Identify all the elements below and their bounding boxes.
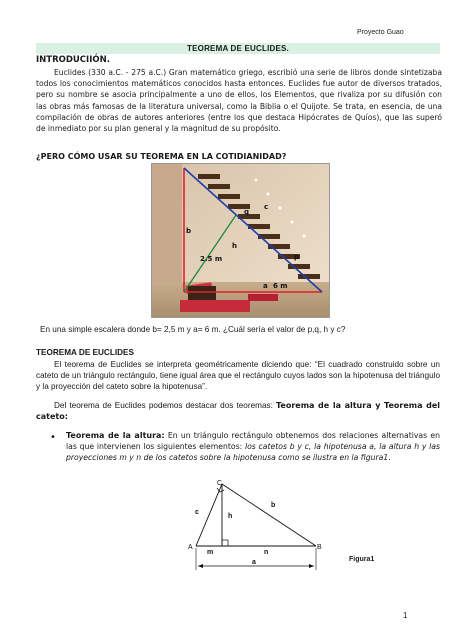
photo-label-h: h bbox=[232, 242, 237, 250]
photo-label-a-value: 6 m bbox=[273, 282, 288, 290]
vertex-a-label: A bbox=[188, 544, 193, 551]
photo-label-c: c bbox=[264, 203, 269, 211]
photo-label-q: q bbox=[244, 208, 250, 216]
vertex-c-label: C bbox=[217, 480, 223, 487]
two-theorems-bold: Teorema de la altura y Teorema del cateto: bbox=[36, 401, 440, 421]
figure-caption: Figura1 bbox=[349, 556, 375, 563]
page-title: TEOREMA DE EUCLIDES. bbox=[187, 44, 289, 53]
altura-end: . bbox=[388, 453, 391, 462]
theorem-heading: TEOREMA DE EUCLIDES bbox=[36, 348, 134, 357]
photo-label-p: p bbox=[294, 253, 300, 261]
photo-label-b-value: 2.5 m bbox=[200, 255, 223, 263]
figure-1-diagram bbox=[176, 478, 336, 576]
daily-heading: ¿PERO CÓMO USAR SU TEOREMA EN LA COTIDIANIDAD? bbox=[36, 152, 287, 161]
altura-paragraph bbox=[66, 430, 440, 463]
bullet-dot: • bbox=[50, 432, 56, 443]
theorem-paragraph: El teorema de Euclides se interpreta geométricamente diciendo que: “El cuadrado construido sobre un cateto de un triángulo rectángulo, tiene igual área que el rectángulo cuyos lados son la hipotenusa del triángulo y la proyección del cateto sobre la hipotenusa”. bbox=[36, 360, 440, 391]
project-header: Proyecto Guao bbox=[357, 29, 404, 36]
staircase-question: En una simple escalera donde b= 2,5 m y a= 6 m. ¿Cuál sería el valor de p,q, h y c? bbox=[40, 325, 346, 334]
side-b-label: b bbox=[271, 502, 276, 509]
height-h-label: h bbox=[228, 513, 233, 520]
two-theorems-intro: Del teorema de Euclides podemos destacar dos teoremas: bbox=[54, 401, 273, 410]
staircase-photo bbox=[151, 163, 330, 318]
photo-label-a: a bbox=[263, 282, 268, 290]
segment-m-label: m bbox=[207, 549, 214, 556]
two-theorems-paragraph bbox=[36, 400, 440, 422]
segment-n-label: n bbox=[264, 549, 269, 556]
page-number: 1 bbox=[403, 611, 408, 620]
hypotenuse-a-label: a bbox=[252, 559, 256, 566]
intro-paragraph: Euclides (330 a.C. - 275 a.C.) Gran matemático griego, escribió una serie de libros donde sintetizaba todos los conocimientos matemáticos conocidos hasta entonces. Euclides fue autor de diversos tratados, pero su nombre se asocia principalmente a uno de ellos, los Elementos, que rivaliza por su difusión con las obras más famosas de la literatura universal, como la Biblia o el Quijote. Se trata, en esencia, de una compilación de obras de autores anteriores (entre los que destaca Hipócrates de Quíos), que las superó de inmediato por su plan general y la magnitud de su propósito. bbox=[36, 68, 442, 134]
photo-label-b: b bbox=[186, 227, 192, 235]
vertex-b-label: B bbox=[317, 544, 322, 551]
altura-text: En un triángulo rectángulo obtenemos dos relaciones alternativas en las que intervienen los siguientes elementos: bbox=[66, 431, 440, 451]
altura-italic: los catetos b y c, la hipotenusa a, la altura h y las proyecciones m y n de los catetos sobre la hipotenusa como se ilustra en la figura1 bbox=[66, 442, 440, 462]
intro-heading: INTRODUCIIÓN. bbox=[36, 55, 110, 65]
side-c-label: c bbox=[195, 509, 199, 516]
altura-label: Teorema de la altura: bbox=[66, 431, 165, 440]
